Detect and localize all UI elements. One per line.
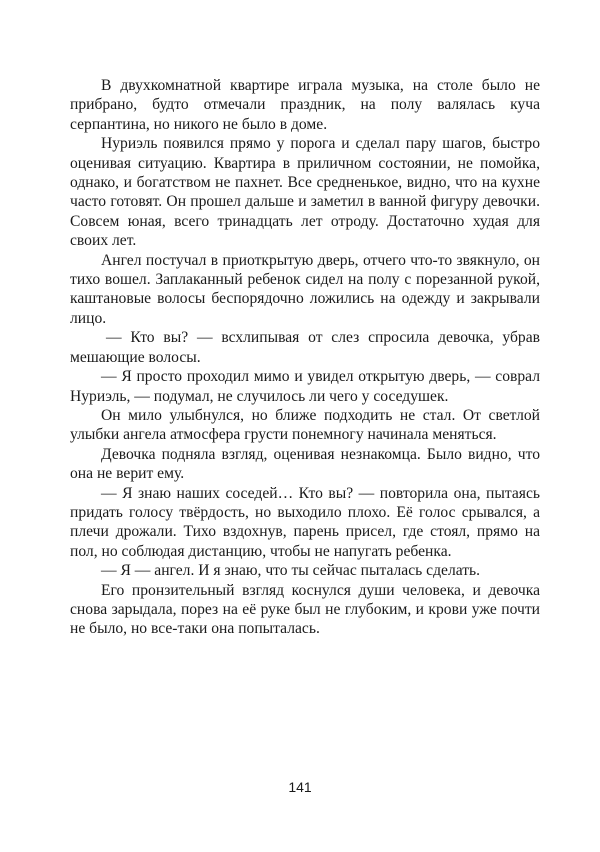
paragraph: Его пронзительный взгляд коснулся души человека, и девочка снова зарыдала, порез на её руке был не глубоким, и крови уже почти не было, но все-таки она попыталась. (70, 581, 540, 638)
body-text (70, 76, 540, 639)
paragraph: — Я знаю наших соседей… Кто вы? — повторила она, пытаясь придать голосу твёрдость, но выходило плохо. Её голос срывался, а плечи дрожали. Тихо вздохнув, парень присел, где стоял, прямо на пол, но соблюдая дистанцию, чтобы не напугать ребенка. (70, 484, 540, 560)
paragraph: Нуриэль появился прямо у порога и сделал пару шагов, быстро оценивая ситуацию. Квартира в приличном состоянии, не помойка, однако, и богатством не пахнет. Все средненькое, видно, что на кухне часто готовят. Он прошел дальше и заметил в ванной фигуру девочки. Совсем юная, всего тринадцать лет отроду. Достаточно худая для своих лет. (70, 135, 540, 250)
paragraph: Он мило улыбнулся, но ближе подходить не стал. От светлой улыбки ангела атмосфера грусти понемногу начинала меняться. (70, 406, 540, 444)
paragraph: — Кто вы? — всхлипывая от слез спросила девочка, убрав мешающие волосы. (70, 329, 540, 366)
paragraph: Девочка подняла взгляд, оценивая незнакомца. Было видно, что она не верит ему. (70, 445, 540, 483)
paragraph: Ангел постучал в приоткрытую дверь, отчего что-то звякнуло, он тихо вошел. Заплаканный ребенок сидел на полу с порезанной рукой, каштановые волосы беспорядочно ложились на одежду и закрывали лицо. (70, 251, 540, 327)
page-number: 141 (288, 779, 312, 795)
paragraph: — Я просто проходил мимо и увидел открытую дверь, — соврал Нуриэль, — подумал, не случилось ли чего у соседушек. (70, 368, 540, 405)
paragraph: — Я — ангел. И я знаю, что ты сейчас пыталась сделать. (101, 562, 481, 580)
paragraph: В двухкомнатной квартире играла музыка, на столе было не прибрано, будто отмечали праздник, на полу валялась куча серпантина, но никого не было в доме. (70, 77, 540, 133)
